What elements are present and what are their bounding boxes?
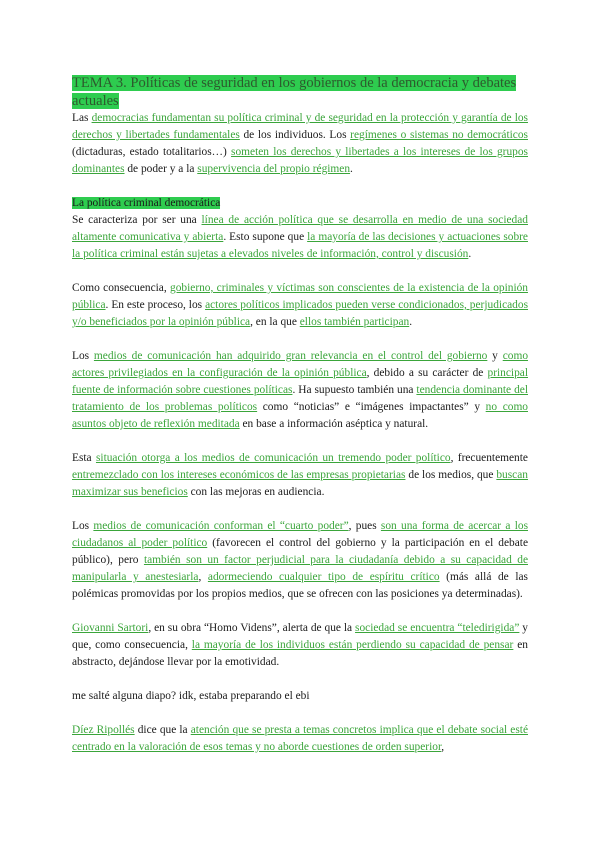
text-run: Se caracteriza por ser una [72,214,202,226]
text-run: , en la que [250,316,300,328]
text-run: , [441,741,445,753]
highlighted-phrase: situación otorga a los medios de comunicación un tremendo poder político [95,452,451,464]
text-run: , frecuentemente [450,452,528,464]
highlighted-phrase: Giovanni Sartori [72,622,149,634]
paragraph [72,280,528,331]
text-run: como “noticias” e “imágenes impactantes” y [257,401,486,413]
paragraph [72,212,528,263]
highlighted-phrase: gobierno, criminales y víctimas son conscientes de la existencia de la opinión pública [72,282,528,311]
section-heading [72,195,528,212]
highlighted-phrase: adormeciendo cualquier tipo de espíritu crítico [207,571,440,583]
text-run: (favorecen el control del gobierno y la participación en el debate público), pero [72,537,528,566]
highlighted-phrase: supervivencia del propio régimen [197,163,351,175]
highlighted-phrase: como actores privilegiados en la configuración de la opinión pública [72,350,529,379]
text-run: Los [72,520,94,532]
highlighted-phrase: medios de comunicación han adquirido gran relevancia en el control del gobierno [93,350,488,362]
text-run: y [487,350,503,362]
highlighted-phrase: línea de acción política que se desarrolla en medio de una sociedad altamente comunicativa y abierta [72,214,528,243]
paragraph [72,348,528,433]
text-run: de poder y a la [124,163,198,175]
text-run: , pues [348,520,381,532]
document-title [72,74,528,110]
text-run: (más allá de las polémicas promovidas por los propios medios, que se ofrecen con las posiciones ya determinadas). [72,571,528,600]
highlighted-phrase: son una forma de acercar a los ciudadanos al poder político [72,520,528,549]
text-run: en abstracto, dejándose llevar por la emotividad. [72,639,528,668]
text-run: y que, como consecuencia, [72,622,529,651]
text-run: , [198,571,208,583]
text-run: con las mejoras en audiencia. [187,486,325,498]
text-run: . [468,248,472,260]
highlighted-phrase: actores políticos implicados pueden verse condicionados, perjudicados y/o beneficiados por la opinión pública [72,299,529,328]
subheading-text: La política criminal democrática [72,197,221,209]
highlighted-phrase: democracias fundamentan su política criminal y de seguridad en la protección y garantía de los derechos y libertades fundamentales [72,112,528,141]
text-run: . En este proceso, los [105,299,206,311]
text-run: . [350,163,353,175]
highlighted-phrase: tendencia dominante del tratamiento de los problemas políticos [72,384,528,413]
highlighted-phrase: medios de comunicación conforman el “cuarto poder” [93,520,349,532]
title-text: TEMA 3. Políticas de seguridad en los gobiernos de la democracia y debates actuales [72,75,517,109]
text-run: . Ha supuesto también una [292,384,417,396]
text-run: . Esto supone que [223,231,308,243]
text-run: Como consecuencia, [72,282,171,294]
text-run: dice que la [134,724,191,736]
paragraph [72,518,528,603]
text-run: de los individuos. Los [239,129,351,141]
highlighted-phrase: principal fuente de información sobre cuestiones políticas [72,367,528,396]
highlighted-phrase: la mayoría de los individuos están perdiendo su capacidad de pensar [191,639,514,651]
paragraph [72,688,528,705]
text-run: Esta [72,452,96,464]
text-run: Las [72,112,92,124]
text-run: en base a información aséptica y natural. [239,418,429,430]
text-run: . [409,316,413,328]
highlighted-phrase: ellos también participan [299,316,410,328]
highlighted-phrase: entremezclado con los intereses económicos de las empresas propietarias [72,469,406,481]
paragraph [72,620,528,671]
text-run: , debido a su carácter de [366,367,488,379]
highlighted-phrase: atención que se presta a temas concretos implica que el debate social esté centrado en la valoración de esos temas y no aborde cuestiones de orden superior [72,724,529,753]
highlighted-phrase: también son un factor perjudicial para la ciudadanía debido a su capacidad de manipularla y anestesiarla [72,554,528,583]
highlighted-phrase: sociedad se encuentra “teledirigida” [355,622,520,634]
highlighted-phrase: regímenes o sistemas no democráticos [350,129,528,141]
text-run: Los [72,350,94,362]
highlighted-phrase: buscan maximizar sus beneficios [72,469,528,498]
text-run: me salté alguna diapo? idk, estaba preparando el ebi [72,690,310,702]
highlighted-phrase: la mayoría de las decisiones y actuaciones sobre la política criminal están sujetas a elevados niveles de información, control y discusión [72,231,528,260]
paragraph [72,450,528,501]
text-run: , en su obra “Homo Videns”, alerta de que la [148,622,356,634]
highlighted-phrase: someten los derechos y libertades a los intereses de los grupos dominantes [72,146,528,175]
document-page [72,74,528,773]
text-run: (dictaduras, estado totalitarios…) [72,146,232,158]
paragraph [72,722,528,756]
text-run: de los medios, que [405,469,497,481]
paragraph [72,110,528,178]
highlighted-phrase: no como asuntos objeto de reflexión meditada [72,401,528,430]
highlighted-phrase: Díez Ripollés [72,724,135,736]
